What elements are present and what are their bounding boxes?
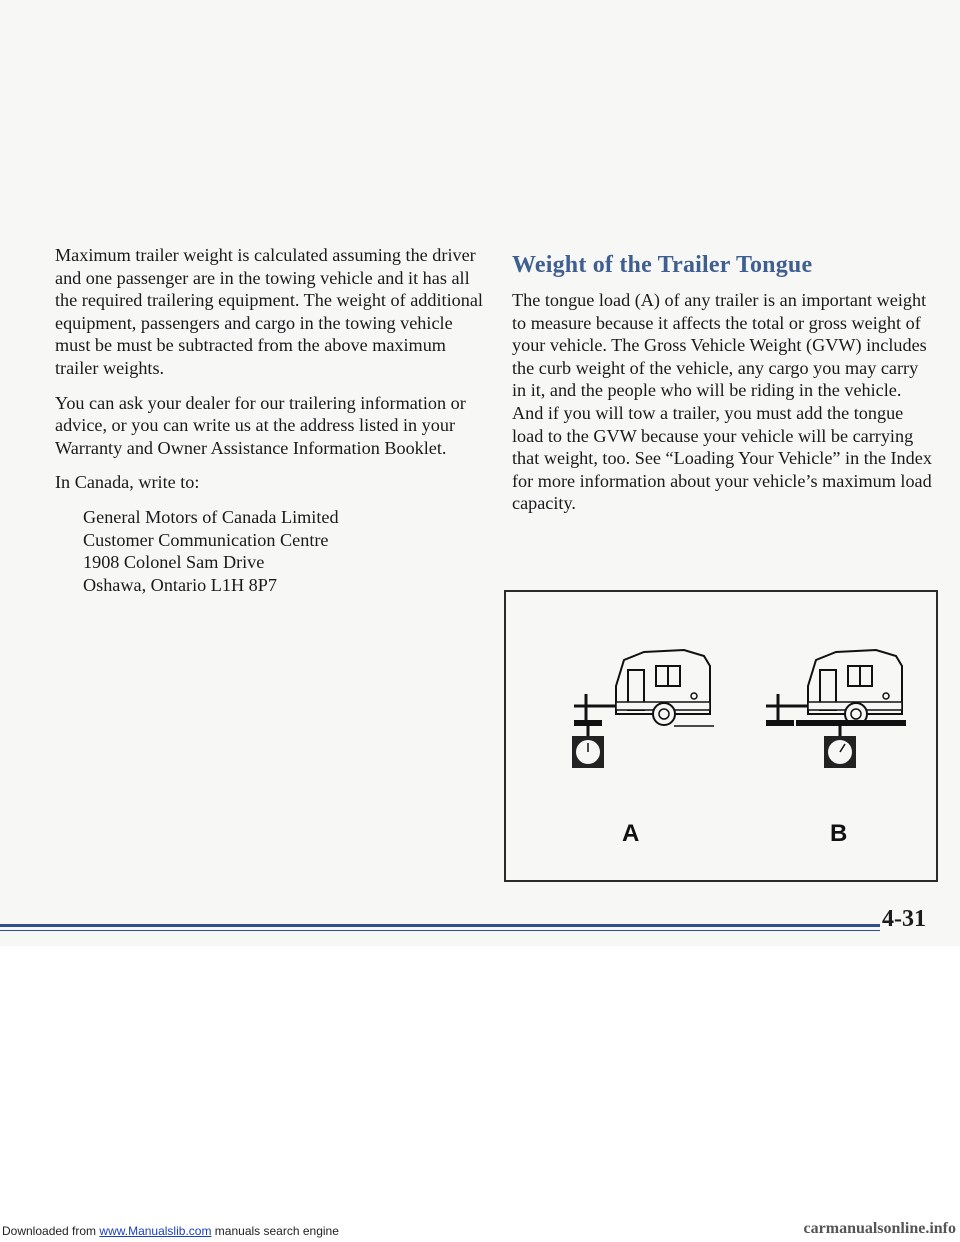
- download-footer: [0, 1220, 960, 1242]
- section-heading: Weight of the Trailer Tongue: [512, 252, 813, 278]
- trailer-b-drawing: [766, 650, 906, 768]
- footer-text: [2, 1224, 339, 1238]
- carmanualsonline-watermark: carmanualsonline.info: [803, 1220, 956, 1237]
- right-column: [512, 244, 932, 527]
- page-footer-rule: [0, 924, 880, 927]
- left-column: [55, 244, 485, 596]
- paragraph-tongue-load: The tongue load (A) of any trailer is an important weight to measure because it affects the total or gross weight of your vehicle. The Gross Vehicle Weight (GVW) includes the curb weight of the vehicle, any cargo you may carry in it, and the people who will be riding in the vehicle. And if you will tow a trailer, you must add the tongue load to the GVW because your vehicle will be carrying that weight, too. See “Loading Your Vehicle” in the Index for more information about your vehicle’s maximum load capacity.: [512, 290, 932, 514]
- paragraph-canada: In Canada, write to:: [55, 472, 200, 493]
- address-line: Oshawa, Ontario L1H 8P7: [83, 574, 277, 595]
- canada-address: [83, 506, 485, 596]
- figure-label-a: A: [622, 820, 640, 847]
- page-footer-rule-thin: [0, 930, 880, 931]
- footer-prefix: Downloaded from: [2, 1224, 97, 1238]
- trailer-scale-drawing: [506, 592, 936, 880]
- trailer-a-drawing: [572, 650, 714, 768]
- manualslib-link[interactable]: www.Manualslib.com: [99, 1224, 212, 1238]
- address-line: General Motors of Canada Limited: [83, 506, 339, 527]
- footer-suffix: manuals search engine: [214, 1224, 339, 1238]
- figure-label-b: B: [830, 820, 848, 847]
- tongue-weight-illustration: [504, 590, 938, 882]
- page-number: 4-31: [882, 906, 926, 932]
- paragraph-max-trailer-weight: Maximum trailer weight is calculated assuming the driver and one passenger are in the towing vehicle and it has all the required trailering equipment. The weight of additional equipment, passengers and cargo in the towing vehicle must be must be subtracted from the above maximum trailer weights.: [55, 245, 483, 378]
- address-line: 1908 Colonel Sam Drive: [83, 552, 265, 573]
- paragraph-dealer-advice: You can ask your dealer for our trailering information or advice, or you can write us at the address listed in your Warranty and Owner Assistance Information Booklet.: [55, 392, 466, 458]
- address-line: Customer Communication Centre: [83, 529, 329, 550]
